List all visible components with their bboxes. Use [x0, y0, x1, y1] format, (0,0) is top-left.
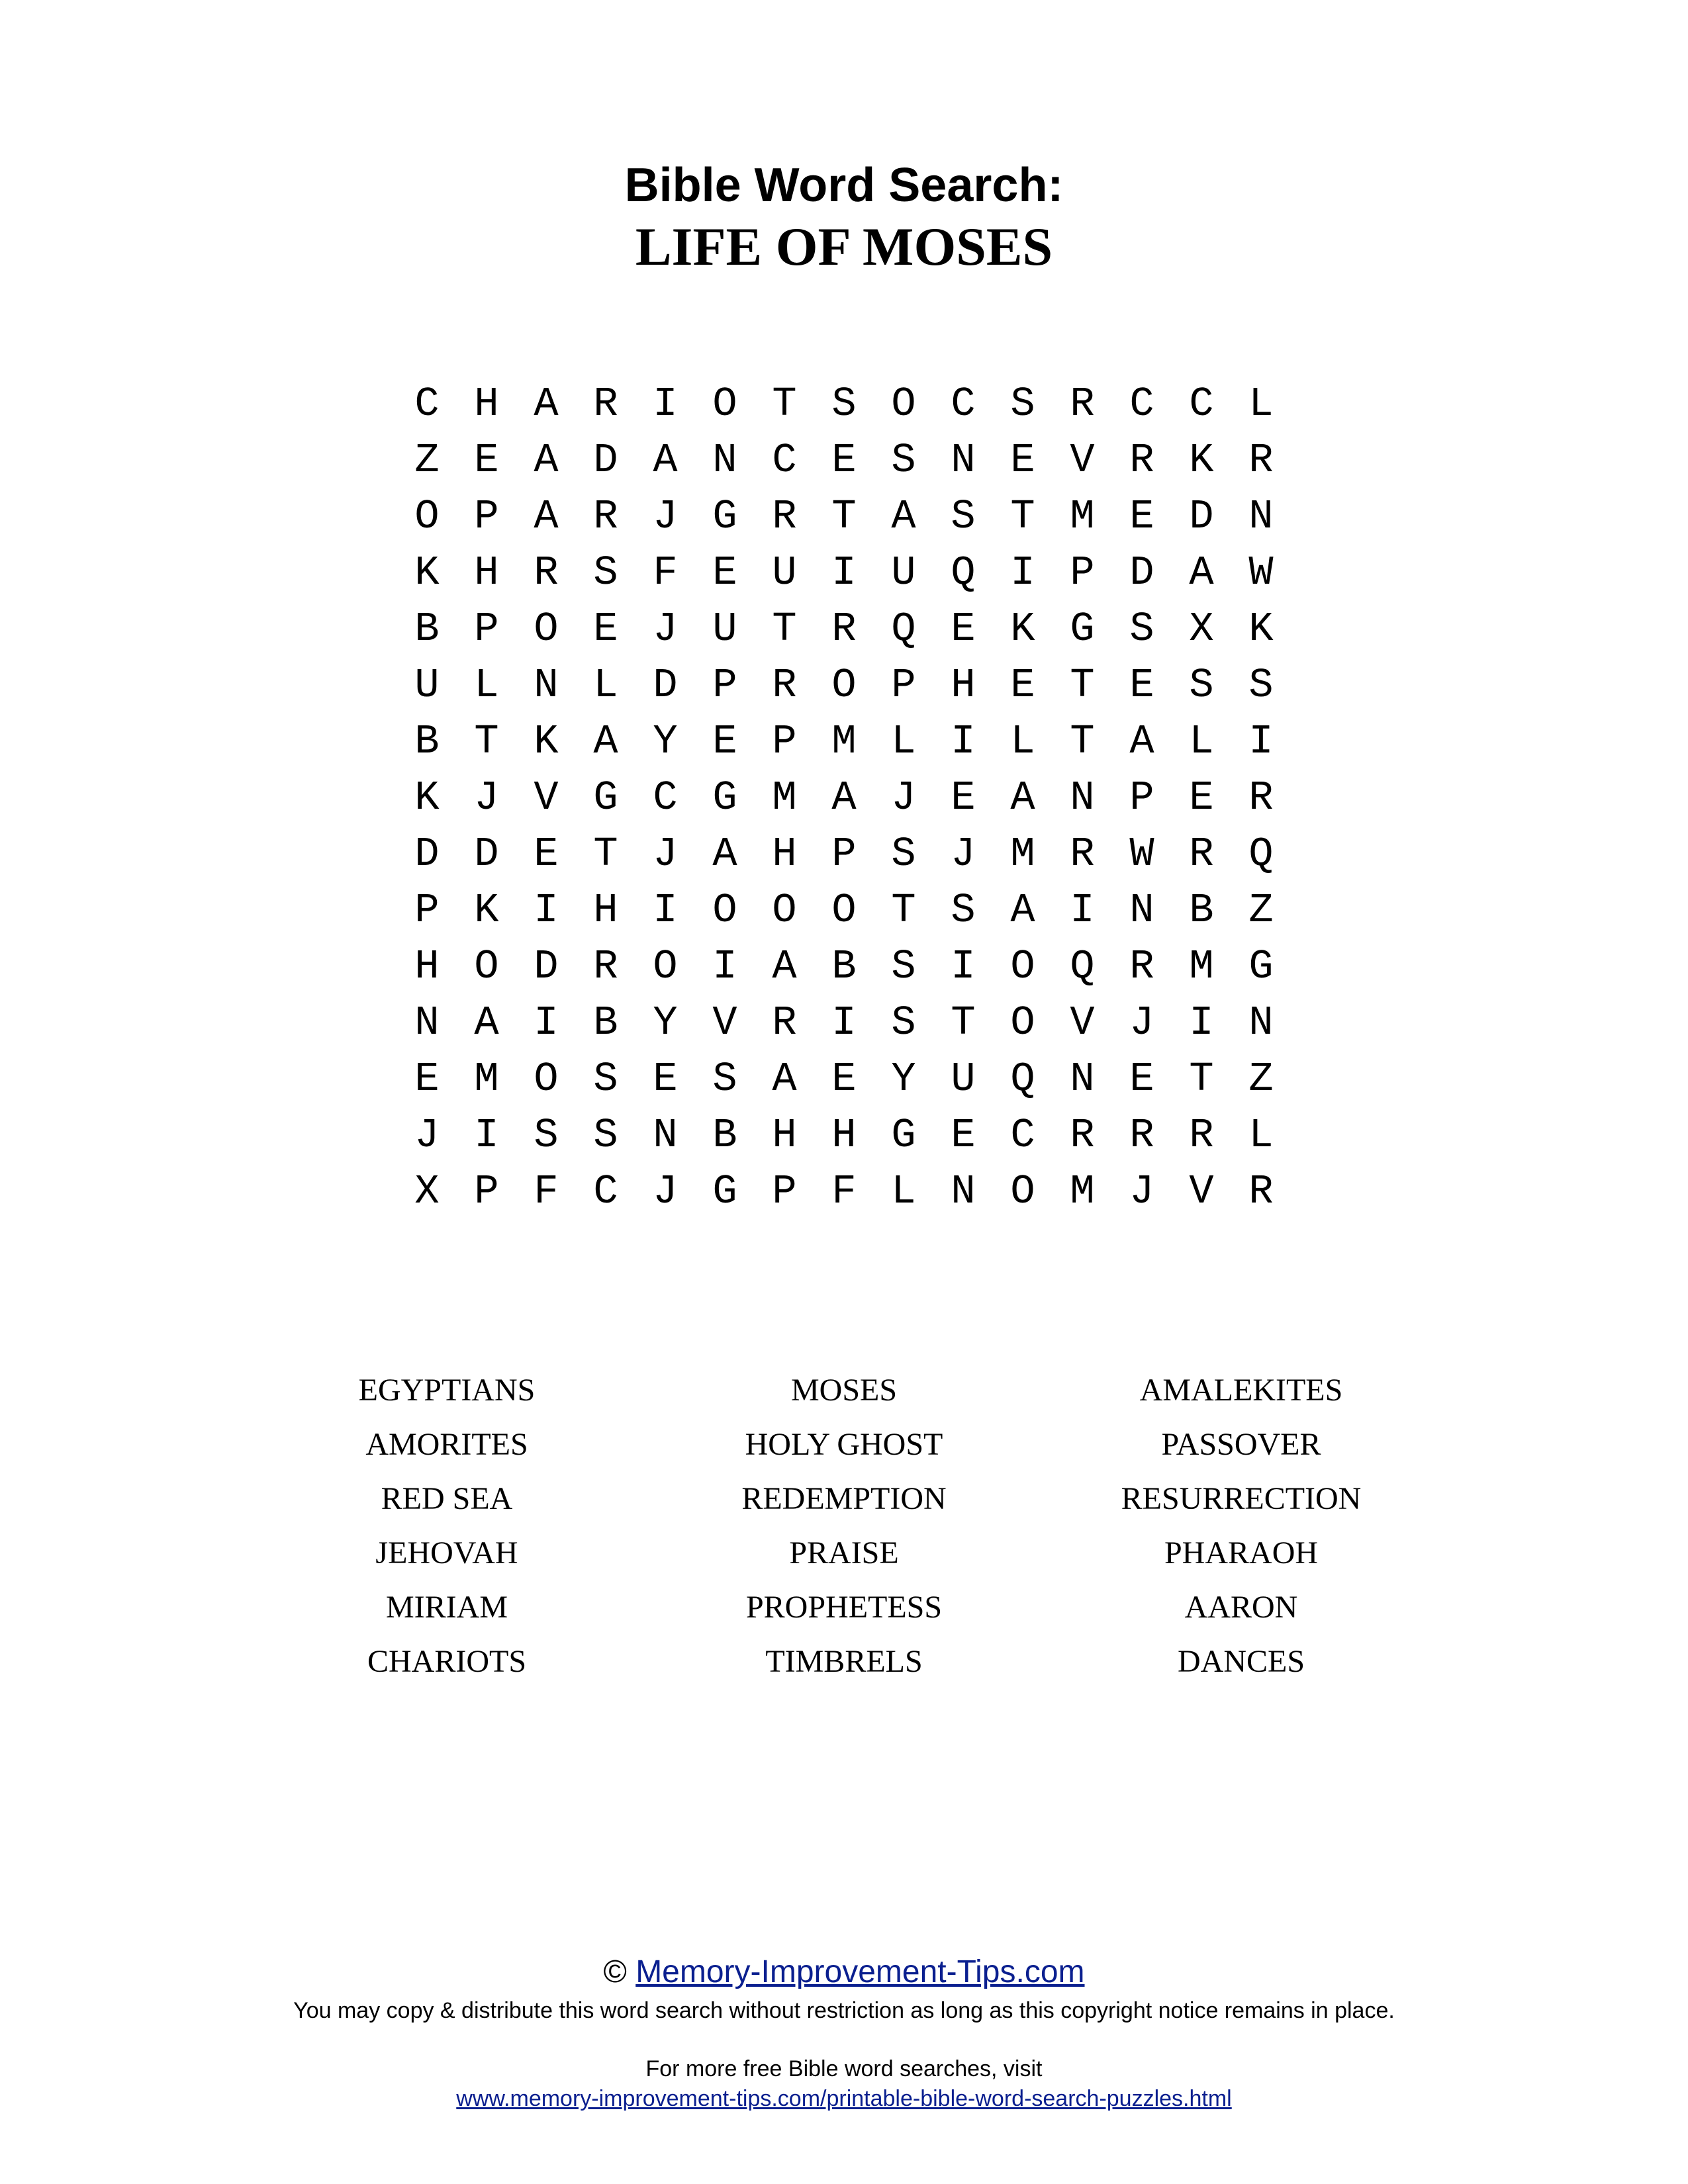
grid-letter: S — [593, 1056, 618, 1103]
more-puzzles-text: For more free Bible word searches, visit — [645, 2056, 1043, 2081]
grid-letter: M — [1070, 1168, 1095, 1215]
grid-letter: B — [414, 718, 440, 765]
word-item: PROPHETESS — [745, 1590, 943, 1625]
grid-letter: D — [534, 943, 559, 990]
grid-letter: L — [891, 718, 916, 765]
grid-letter: E — [1189, 774, 1214, 821]
grid-letter: I — [474, 1112, 499, 1159]
grid-letter: I — [1010, 549, 1035, 596]
grid-letter: W — [1248, 549, 1274, 596]
grid-letter: V — [1189, 1168, 1214, 1215]
grid-letter: N — [653, 1112, 678, 1159]
grid-letter: M — [772, 774, 797, 821]
grid-letter: X — [414, 1168, 440, 1215]
page-title: Bible Word Search: — [624, 159, 1064, 212]
grid-letter: Z — [1248, 887, 1274, 934]
grid-letter: K — [1248, 606, 1274, 653]
grid-letter: P — [1070, 549, 1095, 596]
word-item: RED SEA — [381, 1481, 513, 1516]
grid-letter: A — [1010, 774, 1035, 821]
grid-letter: G — [1070, 606, 1095, 653]
grid-letter: R — [1129, 943, 1154, 990]
grid-letter: O — [534, 606, 559, 653]
grid-letter: S — [534, 1112, 559, 1159]
grid-letter: J — [891, 774, 916, 821]
grid-letter: A — [772, 1056, 797, 1103]
grid-letter: O — [831, 887, 857, 934]
grid-letter: C — [1129, 381, 1154, 428]
grid-letter: T — [1189, 1056, 1214, 1103]
grid-letter: T — [1070, 662, 1095, 709]
grid-letter: H — [772, 831, 797, 878]
grid-letter: T — [1010, 493, 1035, 540]
grid-letter: R — [1189, 1112, 1214, 1159]
grid-letter: Q — [1248, 831, 1274, 878]
grid-letter: E — [1129, 493, 1154, 540]
grid-letter: R — [593, 493, 618, 540]
grid-letter: E — [653, 1056, 678, 1103]
grid-letter: L — [1248, 1112, 1274, 1159]
grid-letter: U — [712, 606, 737, 653]
grid-letter: A — [712, 831, 737, 878]
grid-letter: J — [653, 493, 678, 540]
grid-letter: D — [593, 437, 618, 484]
grid-letter: S — [1010, 381, 1035, 428]
grid-letter: O — [1010, 943, 1035, 990]
grid-letter: R — [1070, 831, 1095, 878]
grid-letter: O — [712, 887, 737, 934]
more-puzzles-link[interactable]: www.memory-improvement-tips.com/printable-bible-word-search-puzzles.html — [456, 2086, 1232, 2111]
grid-letter: E — [1010, 662, 1035, 709]
grid-letter: G — [593, 774, 618, 821]
grid-letter: J — [474, 774, 499, 821]
grid-letter: S — [891, 999, 916, 1046]
grid-letter: S — [891, 437, 916, 484]
grid-letter: N — [712, 437, 737, 484]
grid-letter: I — [653, 381, 678, 428]
grid-letter: A — [653, 437, 678, 484]
grid-letter: L — [891, 1168, 916, 1215]
grid-letter: O — [653, 943, 678, 990]
more-puzzles-line — [0, 2083, 1688, 2114]
grid-letter: R — [1070, 1112, 1095, 1159]
word-list-column-3 — [1009, 1363, 1473, 1689]
grid-letter: M — [474, 1056, 499, 1103]
grid-letter: N — [1129, 887, 1154, 934]
grid-letter: M — [1070, 493, 1095, 540]
grid-letter: R — [772, 493, 797, 540]
grid-letter: N — [951, 437, 976, 484]
grid-letter: A — [891, 493, 916, 540]
grid-letter: D — [414, 831, 440, 878]
grid-letter: S — [951, 493, 976, 540]
grid-letter: V — [1070, 999, 1095, 1046]
grid-letter: O — [831, 662, 857, 709]
grid-letter: O — [1010, 1168, 1035, 1215]
grid-letter: P — [474, 606, 499, 653]
grid-letter: O — [474, 943, 499, 990]
grid-letter: S — [891, 943, 916, 990]
grid-letter: D — [653, 662, 678, 709]
grid-letter: L — [1010, 718, 1035, 765]
grid-letter: L — [1248, 381, 1274, 428]
grid-letter: J — [1129, 1168, 1154, 1215]
grid-letter: K — [534, 718, 559, 765]
grid-letter: R — [772, 662, 797, 709]
grid-letter: T — [951, 999, 976, 1046]
grid-letter: M — [831, 718, 857, 765]
grid-letter: Y — [653, 999, 678, 1046]
grid-letter: I — [951, 718, 976, 765]
grid-letter: C — [593, 1168, 618, 1215]
grid-letter: S — [951, 887, 976, 934]
grid-letter: K — [1010, 606, 1035, 653]
grid-letter: X — [1189, 606, 1214, 653]
grid-letter: E — [712, 718, 737, 765]
grid-letter: A — [593, 718, 618, 765]
grid-letter: C — [414, 381, 440, 428]
grid-letter: T — [772, 606, 797, 653]
grid-letter: I — [1248, 718, 1274, 765]
grid-letter: T — [593, 831, 618, 878]
grid-letter: R — [1248, 437, 1274, 484]
grid-letter: N — [534, 662, 559, 709]
grid-letter: C — [772, 437, 797, 484]
grid-letter: F — [831, 1168, 857, 1215]
grid-letter: V — [534, 774, 559, 821]
grid-letter: G — [712, 774, 737, 821]
word-list-column-1 — [215, 1363, 679, 1689]
grid-letter: S — [1129, 606, 1154, 653]
grid-letter: Q — [1070, 943, 1095, 990]
grid-letter: P — [1129, 774, 1154, 821]
grid-letter: T — [1070, 718, 1095, 765]
grid-letter: H — [593, 887, 618, 934]
grid-letter: I — [951, 943, 976, 990]
word-item: PASSOVER — [1161, 1427, 1321, 1462]
grid-letter: I — [534, 887, 559, 934]
word-item: CHARIOTS — [367, 1644, 527, 1679]
word-item: JEHOVAH — [375, 1535, 518, 1570]
grid-letter: T — [831, 493, 857, 540]
grid-letter: B — [414, 606, 440, 653]
grid-letter: P — [414, 887, 440, 934]
grid-letter: V — [1070, 437, 1095, 484]
grid-letter: K — [414, 774, 440, 821]
copyright-symbol: © — [603, 1954, 627, 1989]
grid-letter: C — [1010, 1112, 1035, 1159]
grid-letter: O — [1010, 999, 1035, 1046]
word-item: EGYPTIANS — [358, 1373, 536, 1408]
copyright-notice: You may copy & distribute this word search without restriction as long as this copyright notice remains in place. — [293, 1998, 1395, 2023]
word-item: TIMBRELS — [765, 1644, 923, 1679]
grid-letter: R — [534, 549, 559, 596]
word-item: PRAISE — [789, 1535, 899, 1570]
grid-letter: S — [593, 1112, 618, 1159]
grid-letter: E — [1129, 1056, 1154, 1103]
grid-letter: K — [414, 549, 440, 596]
word-item: AARON — [1184, 1590, 1298, 1625]
grid-letter: M — [1010, 831, 1035, 878]
grid-letter: O — [891, 381, 916, 428]
grid-letter: B — [712, 1112, 737, 1159]
grid-letter: O — [534, 1056, 559, 1103]
grid-letter: J — [1129, 999, 1154, 1046]
grid-letter: E — [534, 831, 559, 878]
grid-letter: E — [1129, 662, 1154, 709]
grid-letter: D — [474, 831, 499, 878]
grid-letter: R — [831, 606, 857, 653]
grid-letter: J — [951, 831, 976, 878]
grid-letter: S — [1248, 662, 1274, 709]
word-item: MOSES — [790, 1373, 898, 1408]
grid-letter: E — [951, 1112, 976, 1159]
grid-letter: U — [951, 1056, 976, 1103]
grid-letter: T — [891, 887, 916, 934]
grid-letter: A — [534, 437, 559, 484]
word-item: RESURRECTION — [1121, 1481, 1362, 1516]
grid-letter: R — [1129, 437, 1154, 484]
grid-letter: P — [474, 493, 499, 540]
grid-letter: K — [1189, 437, 1214, 484]
grid-letter: C — [1189, 381, 1214, 428]
grid-letter: U — [891, 549, 916, 596]
grid-letter: Q — [951, 549, 976, 596]
grid-letter: O — [414, 493, 440, 540]
grid-letter: R — [1129, 1112, 1154, 1159]
puzzle-title: LIFE OF MOSES — [635, 216, 1053, 277]
grid-letter: N — [1248, 493, 1274, 540]
grid-letter: A — [1189, 549, 1214, 596]
grid-letter: H — [414, 943, 440, 990]
grid-letter: G — [1248, 943, 1274, 990]
grid-letter: D — [1189, 493, 1214, 540]
grid-letter: H — [474, 381, 499, 428]
grid-letter: C — [653, 774, 678, 821]
grid-letter: S — [1189, 662, 1214, 709]
grid-letter: E — [474, 437, 499, 484]
word-item: AMALEKITES — [1139, 1373, 1343, 1408]
word-item: DANCES — [1177, 1644, 1305, 1679]
grid-letter: F — [534, 1168, 559, 1215]
grid-letter: K — [474, 887, 499, 934]
grid-letter: M — [1189, 943, 1214, 990]
grid-letter: A — [1010, 887, 1035, 934]
grid-letter: E — [951, 774, 976, 821]
grid-letter: E — [414, 1056, 440, 1103]
grid-letter: P — [831, 831, 857, 878]
grid-letter: A — [772, 943, 797, 990]
grid-letter: B — [1189, 887, 1214, 934]
grid-letter: A — [831, 774, 857, 821]
grid-letter: J — [653, 831, 678, 878]
grid-letter: G — [712, 1168, 737, 1215]
grid-letter: B — [593, 999, 618, 1046]
grid-letter: Y — [653, 718, 678, 765]
grid-letter: P — [772, 1168, 797, 1215]
grid-letter: A — [1129, 718, 1154, 765]
grid-letter: I — [831, 549, 857, 596]
grid-letter: I — [1189, 999, 1214, 1046]
grid-letter: S — [831, 381, 857, 428]
grid-letter: J — [414, 1112, 440, 1159]
word-item: REDEMPTION — [741, 1481, 947, 1516]
grid-letter: N — [1248, 999, 1274, 1046]
grid-letter: P — [891, 662, 916, 709]
grid-letter: Z — [414, 437, 440, 484]
grid-letter: N — [414, 999, 440, 1046]
grid-letter: I — [534, 999, 559, 1046]
grid-letter: P — [712, 662, 737, 709]
grid-letter: H — [772, 1112, 797, 1159]
grid-letter: E — [593, 606, 618, 653]
grid-letter: P — [772, 718, 797, 765]
grid-letter: I — [653, 887, 678, 934]
grid-letter: Q — [1010, 1056, 1035, 1103]
grid-letter: U — [414, 662, 440, 709]
grid-letter: J — [653, 1168, 678, 1215]
grid-letter: L — [593, 662, 618, 709]
word-item: AMORITES — [365, 1427, 528, 1462]
grid-letter: W — [1129, 831, 1154, 878]
grid-letter: O — [772, 887, 797, 934]
grid-letter: I — [831, 999, 857, 1046]
grid-letter: E — [712, 549, 737, 596]
grid-letter: L — [1189, 718, 1214, 765]
grid-letter: H — [831, 1112, 857, 1159]
grid-letter: E — [951, 606, 976, 653]
grid-letter: A — [474, 999, 499, 1046]
word-item: HOLY GHOST — [745, 1427, 943, 1462]
grid-letter: N — [1070, 774, 1095, 821]
grid-letter: I — [712, 943, 737, 990]
grid-letter: B — [831, 943, 857, 990]
grid-letter: J — [653, 606, 678, 653]
grid-letter: R — [772, 999, 797, 1046]
letter-grid — [397, 376, 1291, 1220]
grid-letter: N — [1070, 1056, 1095, 1103]
word-item: PHARAOH — [1164, 1535, 1319, 1570]
grid-letter: N — [951, 1168, 976, 1215]
grid-letter: H — [951, 662, 976, 709]
grid-letter: A — [534, 381, 559, 428]
grid-letter: A — [534, 493, 559, 540]
grid-letter: S — [891, 831, 916, 878]
grid-letter: C — [951, 381, 976, 428]
grid-letter: E — [831, 437, 857, 484]
grid-letter: L — [474, 662, 499, 709]
grid-letter: I — [1070, 887, 1095, 934]
site-link[interactable]: Memory-Improvement-Tips.com — [635, 1954, 1085, 1989]
word-list-column-2 — [612, 1363, 1076, 1689]
grid-letter: V — [712, 999, 737, 1046]
grid-letter: E — [1010, 437, 1035, 484]
grid-letter: R — [1248, 774, 1274, 821]
grid-letter: O — [712, 381, 737, 428]
grid-letter: Z — [1248, 1056, 1274, 1103]
grid-letter: U — [772, 549, 797, 596]
grid-letter: R — [1189, 831, 1214, 878]
grid-letter: F — [653, 549, 678, 596]
grid-letter: R — [1248, 1168, 1274, 1215]
grid-letter: T — [772, 381, 797, 428]
grid-letter: R — [593, 943, 618, 990]
grid-letter: Q — [891, 606, 916, 653]
grid-letter: R — [1070, 381, 1095, 428]
grid-letter: Y — [891, 1056, 916, 1103]
grid-letter: S — [712, 1056, 737, 1103]
grid-letter: E — [831, 1056, 857, 1103]
grid-letter: P — [474, 1168, 499, 1215]
grid-letter: S — [593, 549, 618, 596]
copyright-line — [0, 1952, 1688, 1992]
grid-letter: G — [712, 493, 737, 540]
word-item: MIRIAM — [385, 1590, 508, 1625]
grid-letter: G — [891, 1112, 916, 1159]
grid-letter: R — [593, 381, 618, 428]
grid-letter: D — [1129, 549, 1154, 596]
grid-letter: H — [474, 549, 499, 596]
grid-letter: T — [474, 718, 499, 765]
